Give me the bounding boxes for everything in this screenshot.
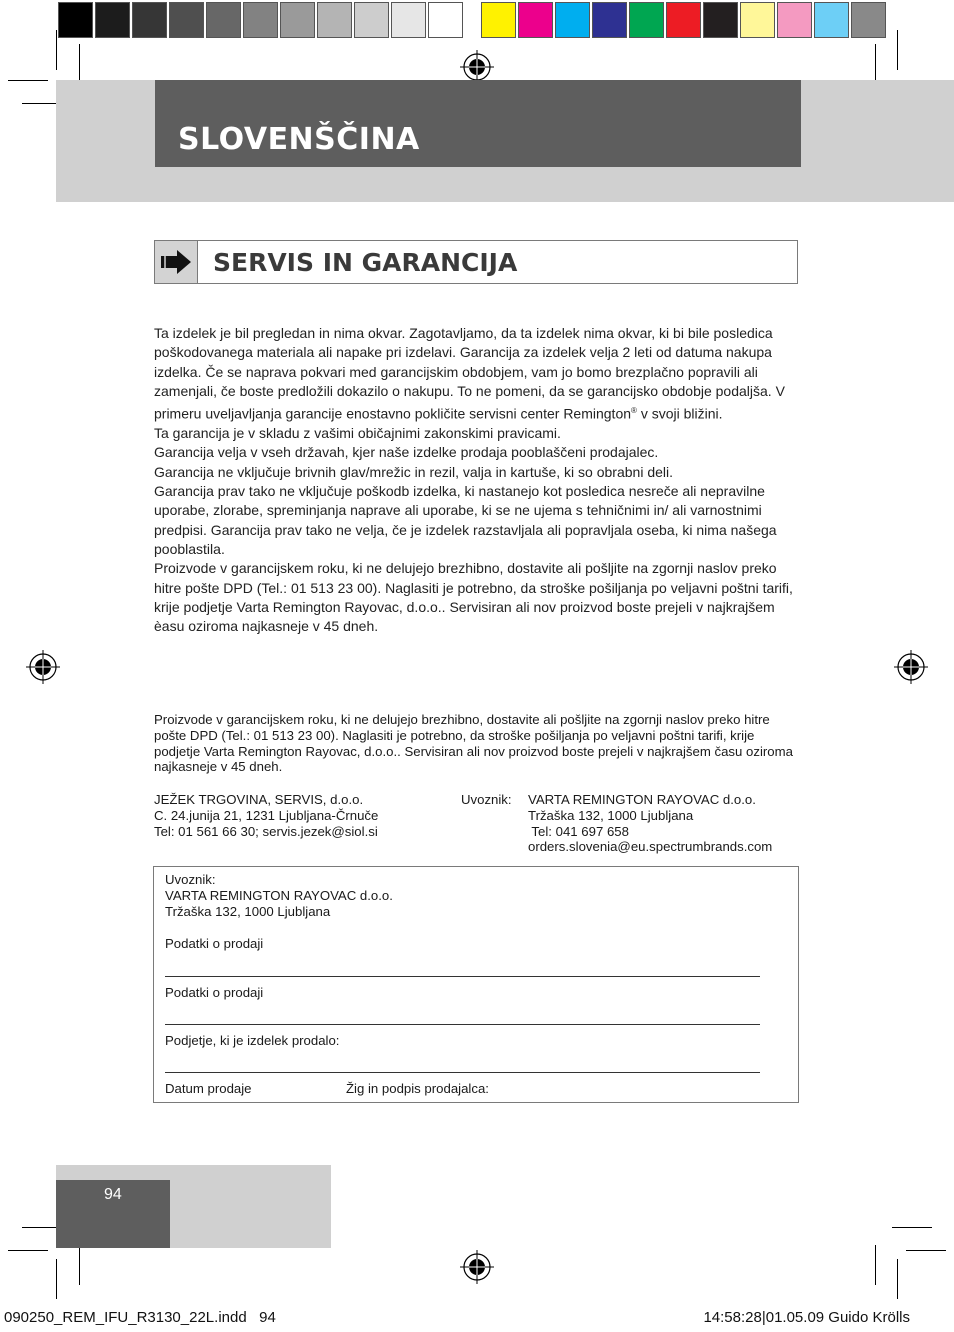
paragraph: Proizvode v garancijskem roku, ki ne delujejo brezhibno, dostavite ali pošljite na zgornji naslov preko hitre pošte DPD (Tel.: 01 513 23 00). Naglasiti je potrebno, da stroške pošiljanja po veljavni poštni tarifi, krije podjetje Varta Remington Rayovac, d.o.o.. Servisiran ali nov proizvod boste prejeli v najkrajšem času oziroma najkasneje v 45 dneh. bbox=[154, 712, 793, 775]
color-swatch bbox=[703, 2, 738, 38]
registration-mark-icon bbox=[460, 1250, 494, 1284]
color-swatch bbox=[814, 2, 849, 38]
form-date-label: Datum prodaje bbox=[165, 1081, 252, 1096]
crop-mark bbox=[875, 1245, 876, 1285]
service-instructions bbox=[154, 712, 799, 775]
crop-mark bbox=[897, 1259, 898, 1299]
color-swatch bbox=[58, 2, 93, 38]
color-swatch bbox=[169, 2, 204, 38]
paragraph-text: Ta izdelek je bil pregledan in nima okvar. Zagotavljamo, da ta izdelek nima okvar, ki bi bile posledica poškodovanega materiala ali napake pri izdelavi. Garancija za izdelek velja 2 leti od datuma nakupa izdelka. Če se naprava pokvari med garancijskim obdobjem, vam jo bomo brezplačno popravili ali zamenjali, če boste predložili dokazilo o nakupu. To ne pomeni, da se garancijsko obdobje podaljša. V primeru uveljavljanja garancije enostavno pokličite servisni center Remington bbox=[154, 325, 785, 422]
form-fill-line bbox=[165, 1024, 760, 1025]
warranty-text bbox=[154, 324, 799, 636]
form-field-label: Podjetje, ki je izdelek prodalo: bbox=[165, 1033, 340, 1048]
page-number: 94 bbox=[104, 1186, 122, 1203]
color-swatch bbox=[481, 2, 516, 38]
paragraph: Garancija prav tako ne vključuje poškodb izdelka, ki nastanejo kot posledica nesreče ali nepravilne uporabe, zlorabe, spreminjanja naprave ali uporabe, ki se ne ujema s tehničnimi in/ ali varnostnimi predpisi. Garancija prav tako ne velja, če je izdelek razstavljala ali popravljala oseba, ki nima našega pooblastila. bbox=[154, 483, 777, 557]
crop-mark bbox=[56, 1259, 57, 1299]
importer-address: Tržaška 132, 1000 Ljubljana bbox=[528, 807, 694, 823]
crop-mark bbox=[906, 1250, 946, 1251]
color-swatch bbox=[518, 2, 553, 38]
section-title: SERVIS IN GARANCIJA bbox=[213, 248, 518, 277]
form-field-label: Podatki o prodaji bbox=[165, 936, 264, 951]
color-swatch bbox=[206, 2, 241, 38]
color-control-strip bbox=[58, 2, 898, 38]
form-stamp-label: Žig in podpis prodajalca: bbox=[346, 1081, 489, 1096]
form-company: VARTA REMINGTON RAYOVAC d.o.o. bbox=[165, 888, 393, 903]
crop-mark bbox=[875, 44, 876, 84]
crop-mark bbox=[79, 1245, 80, 1285]
importer-email: orders.slovenia@eu.spectrumbrands.com bbox=[528, 839, 773, 855]
paragraph bbox=[154, 324, 799, 424]
arrow-right-icon bbox=[161, 250, 191, 274]
slug-file-info: 090250_REM_IFU_R3130_22L.indd 94 bbox=[4, 1309, 276, 1326]
color-swatch bbox=[317, 2, 352, 38]
form-address: Tržaška 132, 1000 Ljubljana bbox=[165, 904, 331, 919]
service-contact bbox=[154, 792, 444, 839]
color-swatch bbox=[555, 2, 590, 38]
form-importer-label: Uvoznik: bbox=[165, 872, 216, 887]
crop-mark bbox=[8, 1250, 48, 1251]
crop-mark bbox=[8, 80, 48, 81]
color-swatch bbox=[777, 2, 812, 38]
service-phone-email: Tel: 01 561 66 30; servis.jezek@siol.si bbox=[154, 823, 378, 839]
form-fill-line bbox=[165, 976, 760, 977]
color-swatch bbox=[740, 2, 775, 38]
importer-label: Uvoznik: bbox=[461, 792, 512, 807]
importer-contact bbox=[528, 792, 808, 855]
paragraph: Garancija ne vključuje brivnih glav/mrežic in rezil, valja in kartuše, ki so obrabni deli. bbox=[154, 463, 674, 480]
color-swatch bbox=[592, 2, 627, 38]
color-swatch bbox=[243, 2, 278, 38]
color-swatch bbox=[851, 2, 886, 38]
service-address: C. 24.junija 21, 1231 Ljubljana-Črnuče bbox=[154, 807, 379, 823]
paragraph-text: v svoji bližini. bbox=[636, 405, 723, 422]
color-swatch bbox=[629, 2, 664, 38]
paragraph: Garancija velja v vseh državah, kjer naše izdelke prodaja pooblaščeni prodajalec. bbox=[154, 444, 659, 461]
divider bbox=[197, 241, 198, 283]
slug-timestamp: 14:58:28|01.05.09 Guido Krölls bbox=[703, 1309, 910, 1326]
paragraph: Ta garancija je v skladu z vašimi običajnimi zakonskimi pravicami. bbox=[154, 425, 561, 442]
language-title: SLOVENŠČINA bbox=[178, 122, 420, 157]
color-swatch bbox=[391, 2, 426, 38]
crop-mark bbox=[897, 30, 898, 70]
color-swatch bbox=[666, 2, 701, 38]
crop-mark bbox=[79, 44, 80, 84]
color-swatch bbox=[280, 2, 315, 38]
importer-phone: Tel: 041 697 658 bbox=[528, 823, 629, 839]
color-swatch bbox=[428, 2, 463, 38]
registration-mark-icon bbox=[894, 650, 928, 684]
color-swatch bbox=[354, 2, 389, 38]
registration-mark-icon bbox=[460, 50, 494, 84]
importer-name: VARTA REMINGTON RAYOVAC d.o.o. bbox=[528, 792, 756, 807]
paragraph: Proizvode v garancijskem roku, ki ne delujejo brezhibno, dostavite ali pošljite na zgornji naslov preko hitre pošte DPD (Tel.: 01 513 23 00). Naglasiti je potrebno, da stroške pošiljanja po veljavni poštni tarifi, krije podjetje Varta Remington Rayovac, d.o.o.. Servisiran ali nov proizvod boste prejeli v najkrajšem èasu oziroma najkasneje v 45 dneh. bbox=[154, 560, 793, 635]
crop-mark bbox=[56, 30, 57, 70]
color-swatch bbox=[95, 2, 130, 38]
registration-mark-icon bbox=[26, 650, 60, 684]
form-fill-line bbox=[165, 1072, 760, 1073]
form-field-label: Podatki o prodaji bbox=[165, 985, 264, 1000]
registered-mark: ® bbox=[631, 406, 637, 416]
service-name: JEŽEK TRGOVINA, SERVIS, d.o.o. bbox=[154, 792, 364, 807]
color-swatch bbox=[132, 2, 167, 38]
crop-mark bbox=[892, 1227, 932, 1228]
